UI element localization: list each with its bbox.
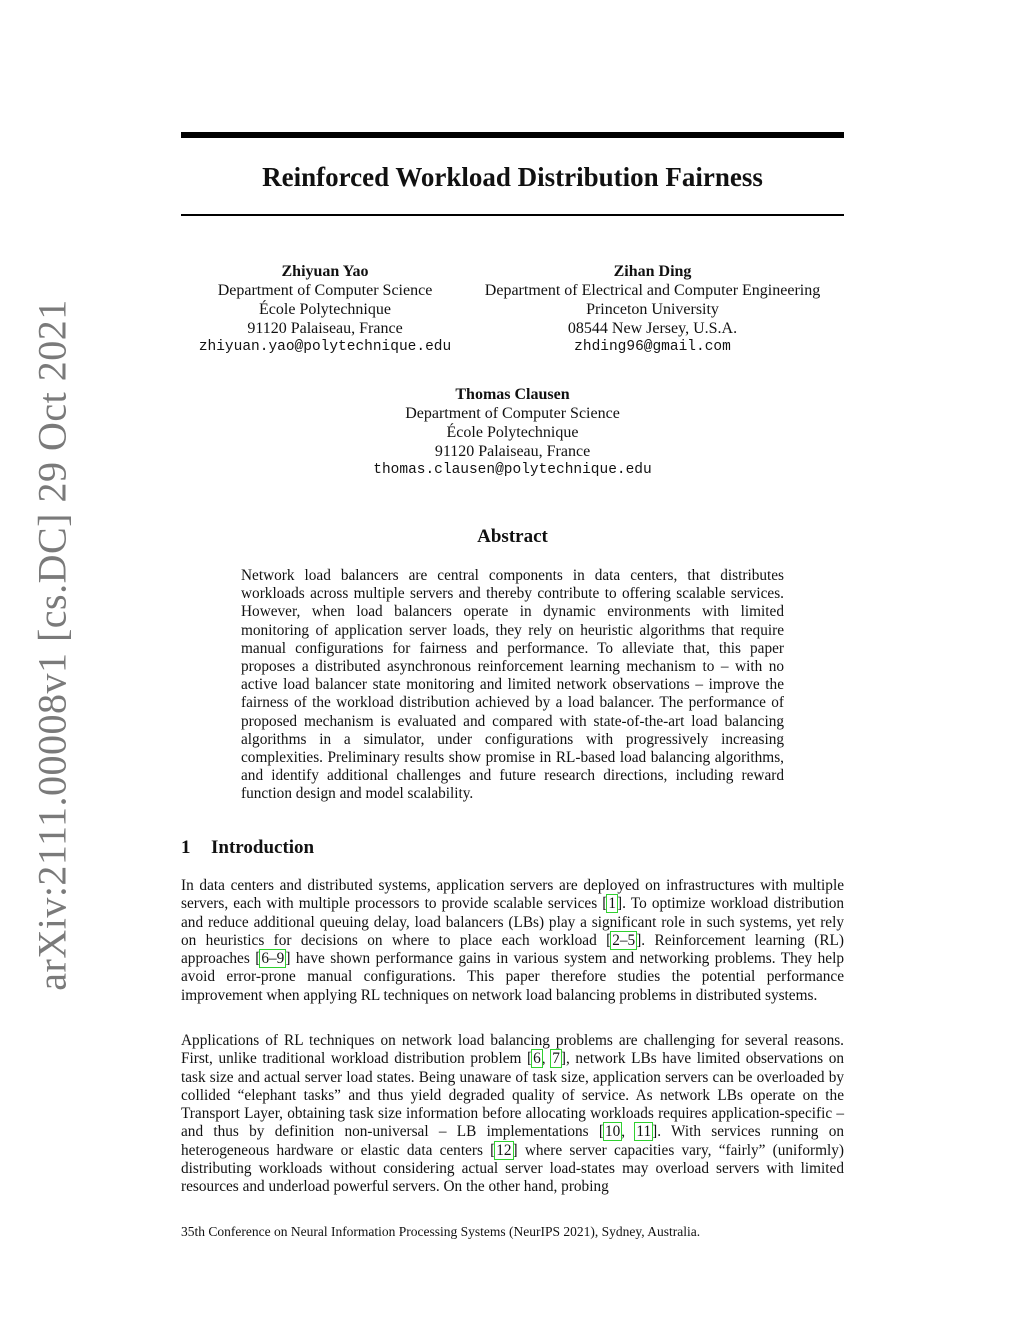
title-rule-bottom [181, 214, 844, 216]
paragraph-text: ] where server capacities vary, “fairly” (uniformly) distributing workloads without considering actual server load-states may overload servers with limited resources and underload powerful servers. On the other hand, probing [181, 1141, 844, 1196]
citation-link[interactable]: 12 [496, 1141, 512, 1159]
author-block [340, 385, 685, 480]
author-institution: École Polytechnique [446, 424, 579, 441]
section-number: 1 [181, 837, 191, 858]
author-email[interactable]: thomas.clausen@polytechnique.edu [373, 462, 652, 478]
author-department: Department of Computer Science [217, 282, 433, 299]
author-email[interactable]: zhiyuan.yao@polytechnique.edu [198, 339, 452, 355]
section-heading [181, 837, 314, 859]
paragraph-text: Applications of RL techniques on network load balancing problems are challenging for several reasons. First, unlike traditional workload distribution problem [ [181, 1032, 844, 1068]
title-rule-top [181, 132, 844, 138]
abstract-text: Network load balancers are central components in data centers, that distributes workloads across multiple servers and thereby contribute to offering scalable services. However, when load balancers operate in dynamic environments with limited monitoring of application server loads, they rely on heuristic algorithms that require manual configurations for fairness and performance. To alleviate that, this paper proposes a distributed asynchronous reinforcement learning mechanism to – with no active load balancer state monitoring and limited network observations – improve the fairness of the workload distribution achieved by a load balancer. The performance of proposed mechanism is evaluated and compared with state-of-the-art load balancing algorithms in a simulator, under configurations with progressively increasing complexities. Preliminary results show promise in RL-based load balancing algorithms, and identify additional challenges and future research directions, including reward function design and model scalability. [241, 567, 784, 803]
conference-footnote: 35th Conference on Neural Information Processing Systems (NeurIPS 2021), Sydney, Australia. [181, 1224, 701, 1239]
author-department: Department of Electrical and Computer Engineering [484, 282, 821, 299]
paragraph-text: ]. With services running on heterogeneous hardware or elastic data centers [ [181, 1123, 844, 1159]
citation-separator: , [621, 1123, 636, 1141]
citation-link[interactable]: 7 [552, 1050, 560, 1068]
author-address: 91120 Palaiseau, France [247, 320, 403, 337]
paragraph-text: ] have shown performance gains in various system and networking problems. They help avoid error-prone manual configurations. This paper therefore studies the potential performance improvement when applying RL techniques on network load balancing problems in distributed systems. [181, 950, 844, 1004]
abstract-heading: Abstract [477, 526, 548, 547]
author-block [470, 262, 835, 357]
body-paragraph [181, 1032, 844, 1197]
body-paragraph [181, 877, 844, 1005]
citation-link[interactable]: 11 [636, 1123, 652, 1141]
paragraph-text: ]. Reinforcement learning (RL) approaches [ [181, 931, 844, 968]
author-block [180, 262, 470, 357]
author-address: 91120 Palaiseau, France [434, 443, 591, 460]
citation-link[interactable]: 2–5 [612, 931, 636, 949]
author-email[interactable]: zhding96@gmail.com [574, 339, 731, 355]
author-institution: École Polytechnique [259, 301, 391, 318]
paragraph-text: ], network LBs have limited observations on task size and actual server load states. Being unaware of task size, application servers can be overloaded by collided “elephant tasks” and thus yield degraded quality of service. As network LBs operate on the Transport Layer, obtaining task size information before allocating workloads requires application-specific – and thus by definition non-universal – LB implementations [ [181, 1050, 844, 1141]
citation-link[interactable]: 6 [533, 1050, 541, 1068]
author-institution: Princeton University [586, 301, 719, 318]
author-name: Thomas Clausen [455, 386, 570, 403]
arxiv-stamp-text: arXiv:2111.00008v1 [cs.DC] 29 Oct 2021 [29, 299, 75, 991]
citation-link[interactable]: 6–9 [261, 950, 285, 968]
author-name: Zhiyuan Yao [281, 263, 369, 280]
author-department: Department of Computer Science [405, 405, 620, 422]
paragraph-text: In data centers and distributed systems, application servers are deployed on infrastructures with multiple servers, each with multiple processors to provide scalable services [ [181, 877, 844, 913]
author-name: Zihan Ding [613, 263, 692, 280]
citation-link[interactable]: 1 [608, 895, 617, 913]
paper-title: Reinforced Workload Distribution Fairness [262, 162, 763, 192]
author-address: 08544 New Jersey, U.S.A. [567, 320, 738, 337]
paragraph-text: ]. To optimize workload distribution and reduce additional queuing delay, load balancers (LBs) play a significant role in such systems, yet rely on heuristics for decisions on where to place each workload [ [181, 895, 844, 949]
section-title: Introduction [211, 837, 315, 858]
citation-separator: , [541, 1050, 552, 1068]
citation-link[interactable]: 10 [604, 1123, 621, 1141]
